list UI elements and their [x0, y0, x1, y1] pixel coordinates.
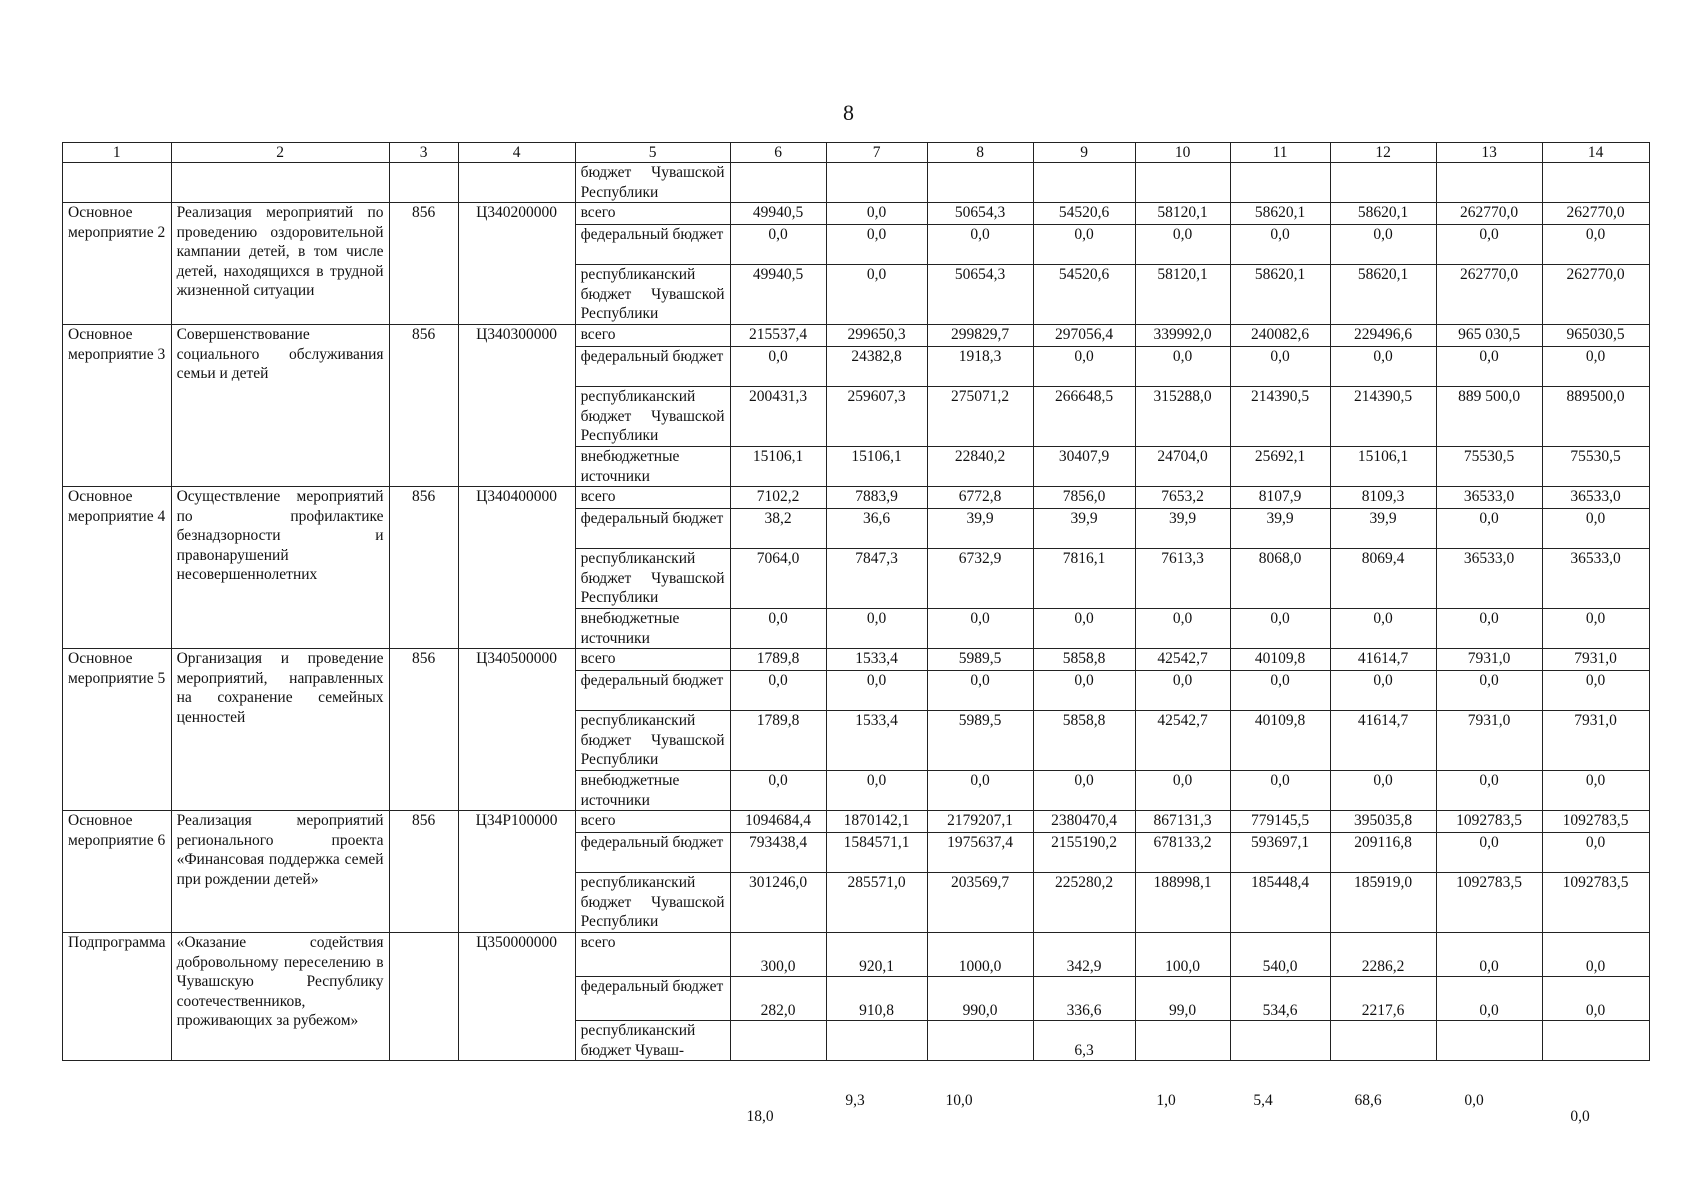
- column-number: 14: [1542, 143, 1649, 163]
- amount-cell: 300,0: [730, 933, 826, 977]
- amount-cell: 7847,3: [826, 549, 927, 609]
- amount-cell: 15106,1: [826, 447, 927, 487]
- event-name-cell: Подпрограмма: [63, 933, 172, 1061]
- amount-cell: 0,0: [1033, 771, 1135, 811]
- amount-cell: 0,0: [1135, 225, 1230, 265]
- amount-cell: 214390,5: [1230, 387, 1330, 447]
- amount-cell: 678133,2: [1135, 833, 1230, 873]
- overflow-amount: 5,4: [1253, 1092, 1273, 1109]
- column-number: 5: [575, 143, 730, 163]
- event-name-cell: Основное мероприятие 5: [63, 649, 172, 811]
- amount-cell: 2380470,4: [1033, 811, 1135, 833]
- amount-cell: 7613,3: [1135, 549, 1230, 609]
- amount-cell: 1870142,1: [826, 811, 927, 833]
- amount-cell: 214390,5: [1330, 387, 1436, 447]
- page-number: 8: [843, 100, 854, 125]
- amount-cell: 0,0: [1135, 609, 1230, 649]
- amount-cell: 36533,0: [1436, 487, 1542, 509]
- amount-cell: 0,0: [1542, 771, 1649, 811]
- grbs-code-cell: 856: [389, 487, 458, 649]
- amount-cell: 0,0: [927, 671, 1033, 711]
- amount-cell: 7653,2: [1135, 487, 1230, 509]
- amount-cell: 342,9: [1033, 933, 1135, 977]
- amount-cell: 0,0: [1330, 771, 1436, 811]
- amount-cell: 24382,8: [826, 347, 927, 387]
- amount-cell: 99,0: [1135, 977, 1230, 1021]
- amount-cell: 2286,2: [1330, 933, 1436, 977]
- amount-cell: 779145,5: [1230, 811, 1330, 833]
- amount-cell: 58620,1: [1330, 203, 1436, 225]
- event-name-cell: Основное мероприятие 6: [63, 811, 172, 933]
- amount-cell: 965 030,5: [1436, 325, 1542, 347]
- funding-source-cell: всего: [575, 203, 730, 225]
- amount-cell: [1135, 1021, 1230, 1061]
- amount-cell: 58120,1: [1135, 203, 1230, 225]
- overflow-amount: 18,0: [746, 1108, 774, 1125]
- amount-cell: 58620,1: [1230, 265, 1330, 325]
- amount-cell: 0,0: [1542, 509, 1649, 549]
- amount-cell: 25692,1: [1230, 447, 1330, 487]
- amount-cell: 2155190,2: [1033, 833, 1135, 873]
- funding-source-cell: республиканский бюджет Чуваш-: [575, 1021, 730, 1061]
- classification-code-cell: Ц340300000: [458, 325, 575, 487]
- amount-cell: 259607,3: [826, 387, 927, 447]
- amount-cell: 965030,5: [1542, 325, 1649, 347]
- amount-cell: 7883,9: [826, 487, 927, 509]
- amount-cell: 240082,6: [1230, 325, 1330, 347]
- amount-cell: 7816,1: [1033, 549, 1135, 609]
- amount-cell: 0,0: [1230, 225, 1330, 265]
- amount-cell: 8109,3: [1330, 487, 1436, 509]
- amount-cell: 275071,2: [927, 387, 1033, 447]
- amount-cell: 5858,8: [1033, 711, 1135, 771]
- amount-cell: 0,0: [730, 225, 826, 265]
- budget-row: [63, 933, 1650, 977]
- budget-row: [63, 649, 1650, 671]
- amount-cell: 38,2: [730, 509, 826, 549]
- column-number: 10: [1135, 143, 1230, 163]
- amount-cell: 0,0: [730, 671, 826, 711]
- amount-cell: 0,0: [1436, 509, 1542, 549]
- column-number: 12: [1330, 143, 1436, 163]
- amount-cell: 5989,5: [927, 711, 1033, 771]
- overflow-amount: 10,0: [945, 1092, 973, 1109]
- funding-source-cell: республиканский бюджет Чувашской Республики: [575, 549, 730, 609]
- funding-source-cell: республиканский бюджет Чувашской Республики: [575, 387, 730, 447]
- amount-cell: 39,9: [1135, 509, 1230, 549]
- grbs-code-cell: 856: [389, 203, 458, 325]
- overflow-amount: 1,0: [1156, 1092, 1176, 1109]
- amount-cell: 15106,1: [1330, 447, 1436, 487]
- amount-cell: 15106,1: [730, 447, 826, 487]
- amount-cell: 0,0: [1330, 347, 1436, 387]
- amount-cell: 1092783,5: [1436, 811, 1542, 833]
- amount-cell: 0,0: [1436, 771, 1542, 811]
- amount-cell: 36533,0: [1542, 549, 1649, 609]
- amount-cell: 7931,0: [1436, 711, 1542, 771]
- funding-source-cell: внебюджетные источники: [575, 609, 730, 649]
- amount-cell: 7856,0: [1033, 487, 1135, 509]
- funding-source-cell: бюджет Чувашской Республики: [575, 163, 730, 203]
- amount-cell: 1092783,5: [1542, 873, 1649, 933]
- amount-cell: 867131,3: [1135, 811, 1230, 833]
- amount-cell: 185919,0: [1330, 873, 1436, 933]
- amount-cell: 2217,6: [1330, 977, 1436, 1021]
- amount-cell: 58620,1: [1230, 203, 1330, 225]
- amount-cell: 8107,9: [1230, 487, 1330, 509]
- overflow-amount: 68,6: [1354, 1092, 1382, 1109]
- event-title-cell: Реализация мероприятий по проведению оздоровительной кампании детей, в том числе детей, находящихся в трудной жизненной ситуации: [171, 203, 389, 325]
- amount-cell: 8068,0: [1230, 549, 1330, 609]
- amount-cell: 54520,6: [1033, 203, 1135, 225]
- amount-cell: 39,9: [1033, 509, 1135, 549]
- amount-cell: 5858,8: [1033, 649, 1135, 671]
- grbs-code-cell: 856: [389, 649, 458, 811]
- amount-cell: 339992,0: [1135, 325, 1230, 347]
- amount-cell: 50654,3: [927, 203, 1033, 225]
- budget-row: [63, 811, 1650, 833]
- amount-cell: 6772,8: [927, 487, 1033, 509]
- amount-cell: 0,0: [1135, 347, 1230, 387]
- amount-cell: 100,0: [1135, 933, 1230, 977]
- amount-cell: 285571,0: [826, 873, 927, 933]
- amount-cell: 0,0: [826, 265, 927, 325]
- grbs-code-cell: 856: [389, 811, 458, 933]
- funding-source-cell: республиканский бюджет Чувашской Республики: [575, 265, 730, 325]
- amount-cell: 0,0: [1033, 225, 1135, 265]
- amount-cell: 0,0: [1436, 671, 1542, 711]
- amount-cell: 0,0: [730, 347, 826, 387]
- amount-cell: 336,6: [1033, 977, 1135, 1021]
- amount-cell: [1436, 1021, 1542, 1061]
- amount-cell: 41614,7: [1330, 711, 1436, 771]
- event-title-cell: Реализация мероприятий регионального проекта «Финансовая поддержка семей при рождении детей»: [171, 811, 389, 933]
- amount-cell: 0,0: [1230, 347, 1330, 387]
- amount-cell: 229496,6: [1330, 325, 1436, 347]
- amount-cell: 990,0: [927, 977, 1033, 1021]
- classification-code-cell: Ц350000000: [458, 933, 575, 1061]
- funding-source-cell: всего: [575, 649, 730, 671]
- amount-cell: 395035,8: [1330, 811, 1436, 833]
- amount-cell: 0,0: [1542, 833, 1649, 873]
- amount-cell: 1789,8: [730, 711, 826, 771]
- amount-cell: 282,0: [730, 977, 826, 1021]
- column-number: 7: [826, 143, 927, 163]
- column-number: 8: [927, 143, 1033, 163]
- amount-cell: 7931,0: [1436, 649, 1542, 671]
- amount-cell: 0,0: [1330, 225, 1436, 265]
- amount-cell: 0,0: [826, 225, 927, 265]
- amount-cell: 0,0: [927, 225, 1033, 265]
- amount-cell: 0,0: [1542, 977, 1649, 1021]
- column-number: 4: [458, 143, 575, 163]
- amount-cell: 40109,8: [1230, 711, 1330, 771]
- amount-cell: 6732,9: [927, 549, 1033, 609]
- amount-cell: 0,0: [1230, 771, 1330, 811]
- amount-cell: 39,9: [1330, 509, 1436, 549]
- amount-cell: 1533,4: [826, 649, 927, 671]
- funding-source-cell: федеральный бюджет: [575, 833, 730, 873]
- amount-cell: 297056,4: [1033, 325, 1135, 347]
- amount-cell: 0,0: [927, 609, 1033, 649]
- event-title-cell: Совершенствование социального обслуживания семьи и детей: [171, 325, 389, 487]
- funding-source-cell: федеральный бюджет: [575, 671, 730, 711]
- amount-cell: 0,0: [826, 671, 927, 711]
- amount-cell: 75530,5: [1436, 447, 1542, 487]
- funding-source-cell: республиканский бюджет Чувашской Республики: [575, 873, 730, 933]
- budget-row: [63, 203, 1650, 225]
- amount-cell: 0,0: [1330, 671, 1436, 711]
- amount-cell: 36,6: [826, 509, 927, 549]
- funding-source-cell: республиканский бюджет Чувашской Республики: [575, 711, 730, 771]
- amount-cell: 49940,5: [730, 265, 826, 325]
- funding-source-cell: федеральный бюджет: [575, 225, 730, 265]
- funding-source-cell: всего: [575, 487, 730, 509]
- amount-cell: 1000,0: [927, 933, 1033, 977]
- amount-cell: 24704,0: [1135, 447, 1230, 487]
- amount-cell: 225280,2: [1033, 873, 1135, 933]
- column-number: 9: [1033, 143, 1135, 163]
- amount-cell: 58620,1: [1330, 265, 1436, 325]
- amount-cell: 41614,7: [1330, 649, 1436, 671]
- column-number-row: [63, 143, 1650, 163]
- amount-cell: 1533,4: [826, 711, 927, 771]
- amount-cell: 58120,1: [1135, 265, 1230, 325]
- column-number: 11: [1230, 143, 1330, 163]
- event-name-cell: Основное мероприятие 4: [63, 487, 172, 649]
- funding-source-cell: внебюджетные источники: [575, 771, 730, 811]
- amount-cell: 42542,7: [1135, 649, 1230, 671]
- amount-cell: 49940,5: [730, 203, 826, 225]
- amount-cell: 0,0: [730, 609, 826, 649]
- funding-source-cell: всего: [575, 811, 730, 833]
- amount-cell: 39,9: [927, 509, 1033, 549]
- amount-cell: 540,0: [1230, 933, 1330, 977]
- amount-cell: 0,0: [1436, 225, 1542, 265]
- amount-cell: 0,0: [826, 771, 927, 811]
- amount-cell: 0,0: [1436, 609, 1542, 649]
- column-number: 2: [171, 143, 389, 163]
- amount-cell: 185448,4: [1230, 873, 1330, 933]
- column-number: 6: [730, 143, 826, 163]
- budget-row: [63, 487, 1650, 509]
- amount-cell: 0,0: [826, 203, 927, 225]
- funding-source-cell: внебюджетные источники: [575, 447, 730, 487]
- amount-cell: 0,0: [826, 609, 927, 649]
- amount-cell: 301246,0: [730, 873, 826, 933]
- column-number: 3: [389, 143, 458, 163]
- amount-cell: 188998,1: [1135, 873, 1230, 933]
- amount-cell: 889500,0: [1542, 387, 1649, 447]
- amount-cell: 215537,4: [730, 325, 826, 347]
- amount-cell: 0,0: [927, 771, 1033, 811]
- amount-cell: 0,0: [1230, 609, 1330, 649]
- amount-cell: 593697,1: [1230, 833, 1330, 873]
- budget-row: [63, 325, 1650, 347]
- amount-cell: 22840,2: [927, 447, 1033, 487]
- amount-cell: 0,0: [1230, 671, 1330, 711]
- amount-cell: 75530,5: [1542, 447, 1649, 487]
- amount-cell: 39,9: [1230, 509, 1330, 549]
- overflow-values-row: [0, 1092, 1697, 1132]
- amount-cell: 54520,6: [1033, 265, 1135, 325]
- amount-cell: 0,0: [1542, 609, 1649, 649]
- amount-cell: 262770,0: [1542, 265, 1649, 325]
- amount-cell: 315288,0: [1135, 387, 1230, 447]
- amount-cell: 30407,9: [1033, 447, 1135, 487]
- amount-cell: 2179207,1: [927, 811, 1033, 833]
- amount-cell: 793438,4: [730, 833, 826, 873]
- funding-source-cell: всего: [575, 933, 730, 977]
- amount-cell: 0,0: [1033, 609, 1135, 649]
- amount-cell: 7931,0: [1542, 711, 1649, 771]
- amount-cell: 1918,3: [927, 347, 1033, 387]
- event-title-cell: Организация и проведение мероприятий, направленных на сохранение семейных ценностей: [171, 649, 389, 811]
- event-name-cell: Основное мероприятие 3: [63, 325, 172, 487]
- amount-cell: 920,1: [826, 933, 927, 977]
- amount-cell: 889 500,0: [1436, 387, 1542, 447]
- funding-source-cell: всего: [575, 325, 730, 347]
- amount-cell: 209116,8: [1330, 833, 1436, 873]
- amount-cell: 0,0: [1542, 347, 1649, 387]
- amount-cell: 910,8: [826, 977, 927, 1021]
- amount-cell: 6,3: [1033, 1021, 1135, 1061]
- budget-table: [62, 142, 1650, 1061]
- amount-cell: 0,0: [1436, 933, 1542, 977]
- amount-cell: 7931,0: [1542, 649, 1649, 671]
- funding-source-cell: федеральный бюджет: [575, 977, 730, 1021]
- amount-cell: [1230, 1021, 1330, 1061]
- amount-cell: 262770,0: [1436, 203, 1542, 225]
- amount-cell: 1092783,5: [1542, 811, 1649, 833]
- amount-cell: 1094684,4: [730, 811, 826, 833]
- amount-cell: 0,0: [1436, 833, 1542, 873]
- amount-cell: 50654,3: [927, 265, 1033, 325]
- amount-cell: 299650,3: [826, 325, 927, 347]
- amount-cell: 36533,0: [1436, 549, 1542, 609]
- amount-cell: 0,0: [1135, 671, 1230, 711]
- amount-cell: 203569,7: [927, 873, 1033, 933]
- amount-cell: 40109,8: [1230, 649, 1330, 671]
- classification-code-cell: Ц34Р100000: [458, 811, 575, 933]
- column-number: 1: [63, 143, 172, 163]
- grbs-code-cell: 856: [389, 325, 458, 487]
- amount-cell: 0,0: [1542, 933, 1649, 977]
- amount-cell: 1584571,1: [826, 833, 927, 873]
- amount-cell: 1092783,5: [1436, 873, 1542, 933]
- amount-cell: [826, 1021, 927, 1061]
- amount-cell: 200431,3: [730, 387, 826, 447]
- amount-cell: 0,0: [1033, 347, 1135, 387]
- amount-cell: 0,0: [1542, 671, 1649, 711]
- amount-cell: [927, 1021, 1033, 1061]
- classification-code-cell: Ц340500000: [458, 649, 575, 811]
- amount-cell: 0,0: [1033, 671, 1135, 711]
- overflow-amount: 9,3: [845, 1092, 865, 1109]
- amount-cell: 0,0: [1135, 771, 1230, 811]
- amount-cell: 262770,0: [1542, 203, 1649, 225]
- amount-cell: 42542,7: [1135, 711, 1230, 771]
- amount-cell: 8069,4: [1330, 549, 1436, 609]
- amount-cell: 262770,0: [1436, 265, 1542, 325]
- funding-source-cell: федеральный бюджет: [575, 509, 730, 549]
- amount-cell: 7064,0: [730, 549, 826, 609]
- amount-cell: 0,0: [1542, 225, 1649, 265]
- amount-cell: [1542, 1021, 1649, 1061]
- amount-cell: 7102,2: [730, 487, 826, 509]
- carry-over-row: [63, 163, 1650, 203]
- amount-cell: [730, 1021, 826, 1061]
- amount-cell: 5989,5: [927, 649, 1033, 671]
- classification-code-cell: Ц340200000: [458, 203, 575, 325]
- overflow-amount: 0,0: [1464, 1092, 1484, 1109]
- amount-cell: 1975637,4: [927, 833, 1033, 873]
- amount-cell: 0,0: [730, 771, 826, 811]
- funding-source-cell: федеральный бюджет: [575, 347, 730, 387]
- amount-cell: [1330, 1021, 1436, 1061]
- amount-cell: 534,6: [1230, 977, 1330, 1021]
- event-name-cell: Основное мероприятие 2: [63, 203, 172, 325]
- classification-code-cell: Ц340400000: [458, 487, 575, 649]
- amount-cell: 299829,7: [927, 325, 1033, 347]
- grbs-code-cell: [389, 933, 458, 1061]
- event-title-cell: «Оказание содействия добровольному переселению в Чувашскую Республику соотечественников, проживающих за рубежом»: [171, 933, 389, 1061]
- event-title-cell: Осуществление мероприятий по профилактике безнадзорности и правонарушений несовершеннолетних: [171, 487, 389, 649]
- amount-cell: 36533,0: [1542, 487, 1649, 509]
- amount-cell: 0,0: [1436, 977, 1542, 1021]
- amount-cell: 0,0: [1330, 609, 1436, 649]
- amount-cell: 1789,8: [730, 649, 826, 671]
- amount-cell: 266648,5: [1033, 387, 1135, 447]
- overflow-amount: 0,0: [1570, 1108, 1590, 1125]
- column-number: 13: [1436, 143, 1542, 163]
- amount-cell: 0,0: [1436, 347, 1542, 387]
